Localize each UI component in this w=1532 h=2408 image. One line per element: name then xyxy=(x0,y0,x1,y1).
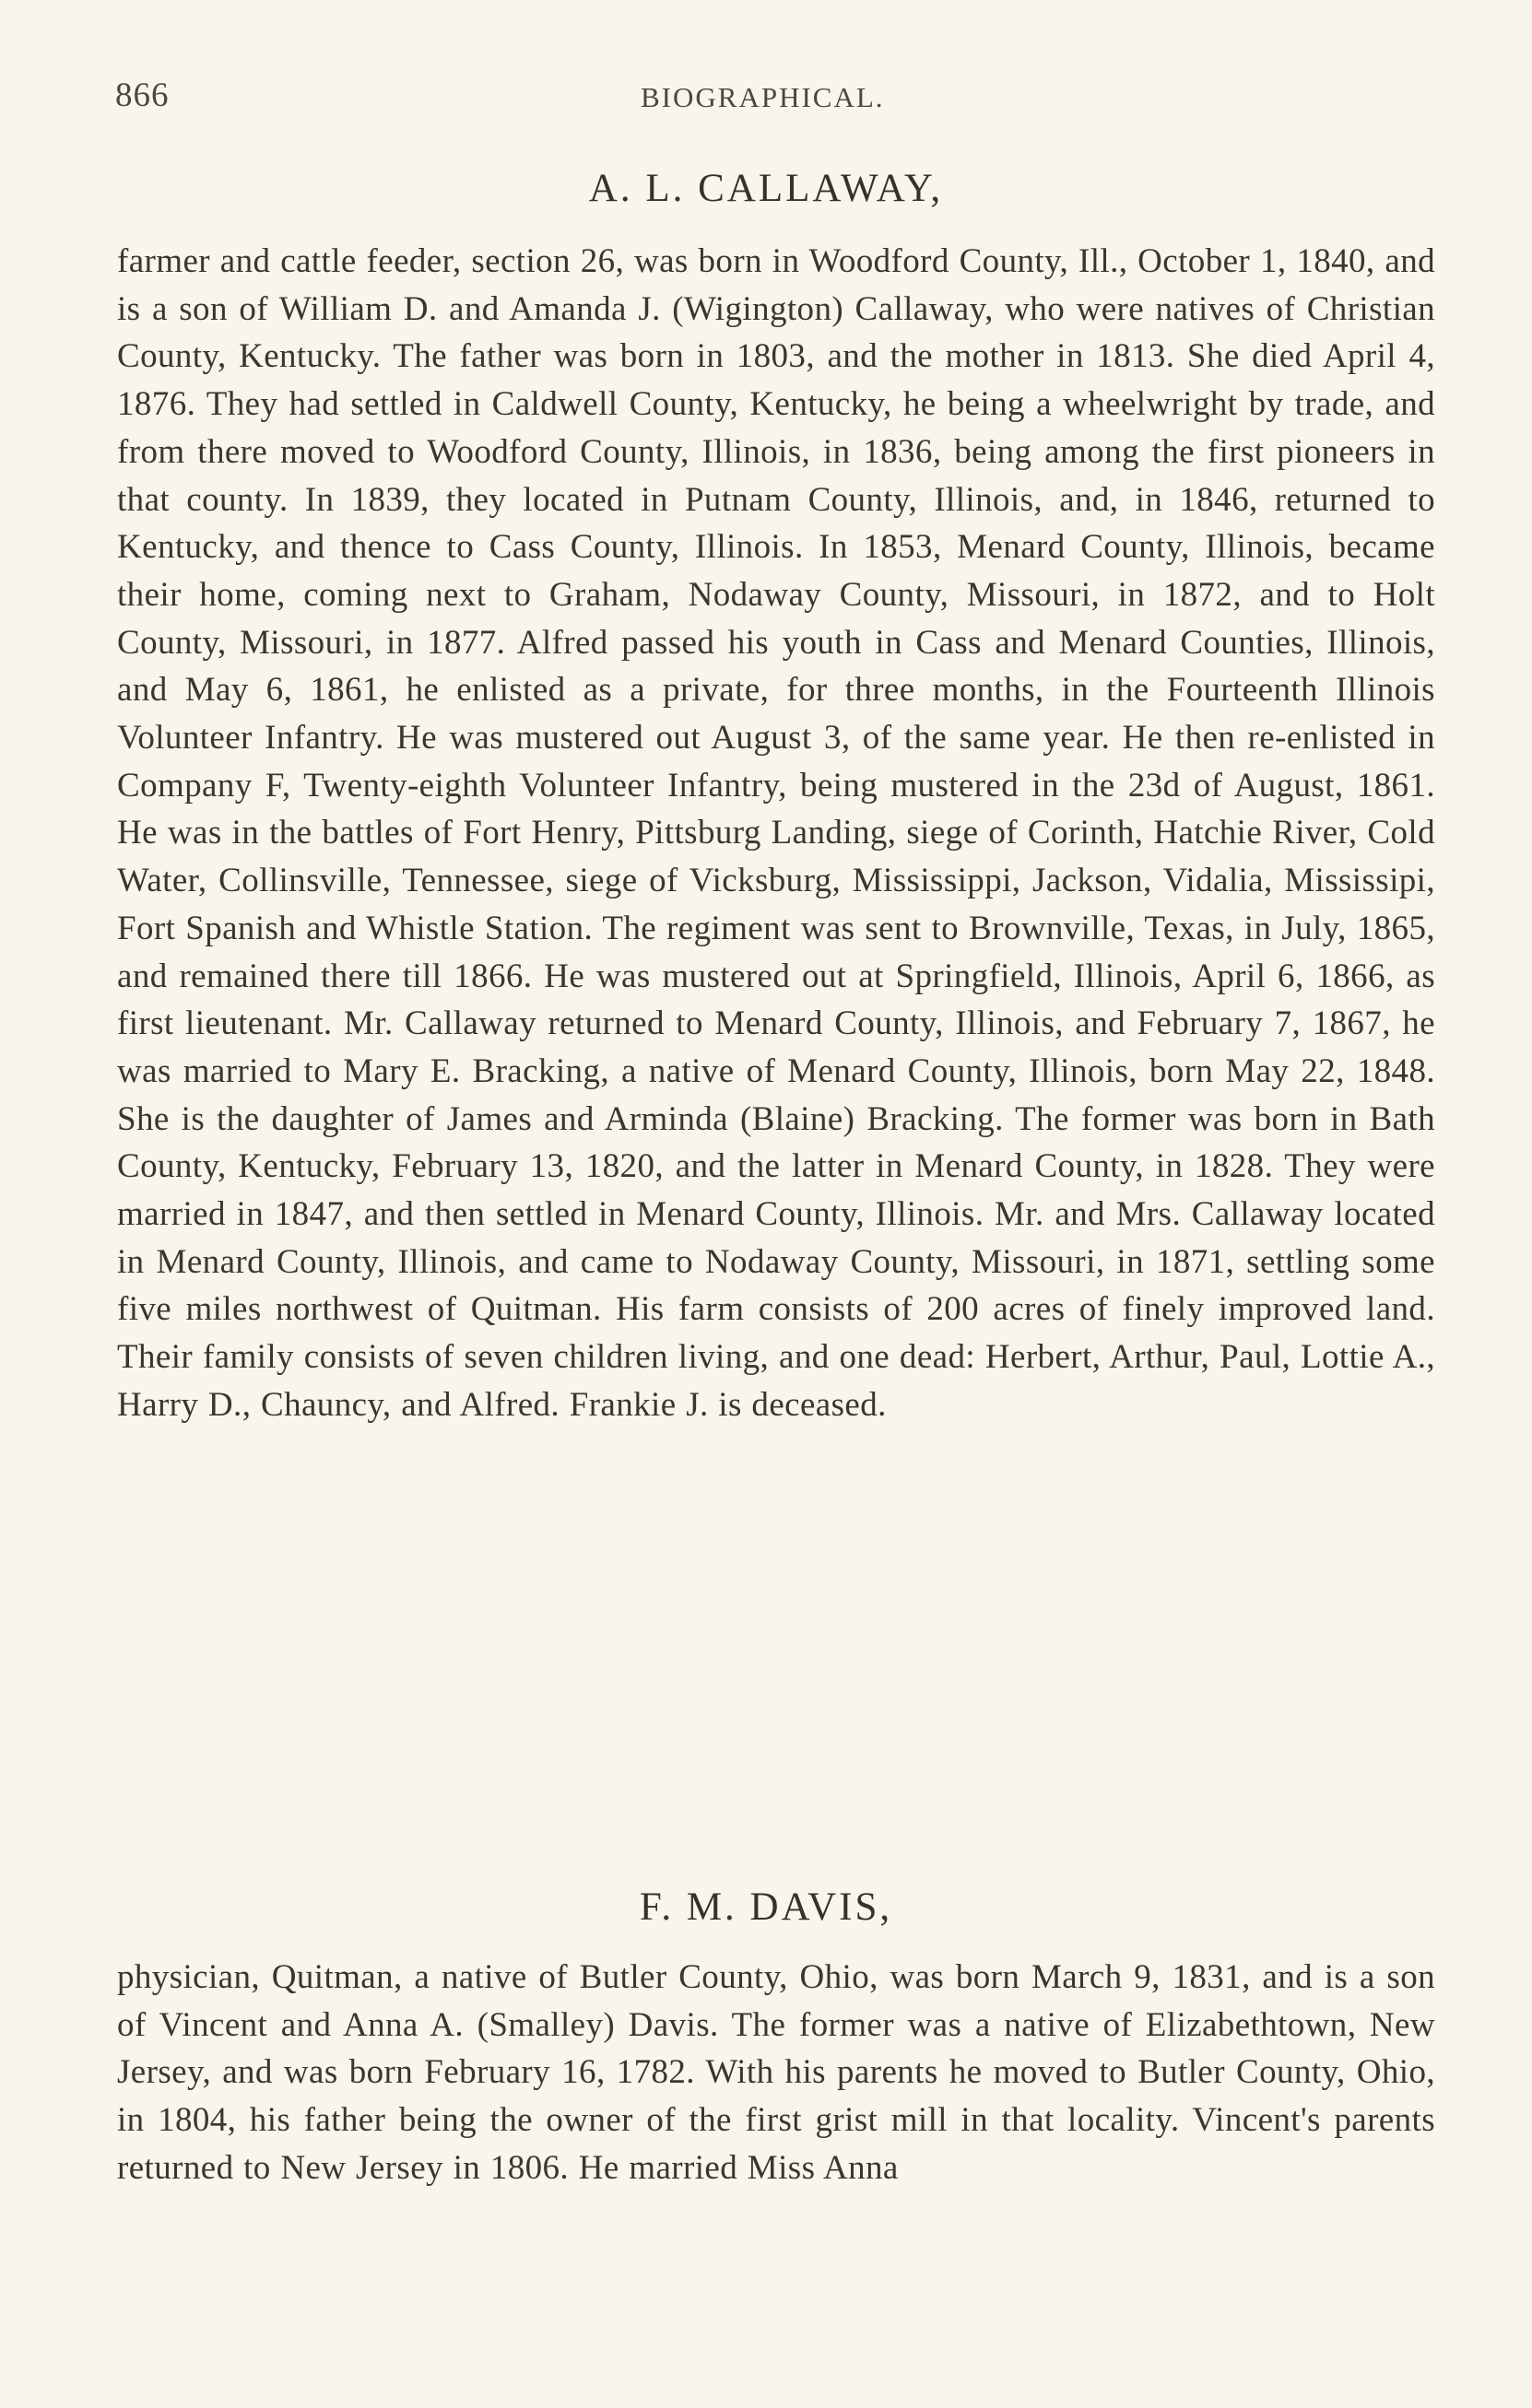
entry-body-callaway: farmer and cattle feeder, section 26, was born in Woodford County, Ill., October 1, 1840, and is a son of William D. and Amanda J. (Wigington) Callaway, who were natives of Christian County, Kentucky. The father was born in 1803, and the mother in 1813. She died April 4, 1876. They had settled in Caldwell County, Kentucky, he being a wheelwright by trade, and from there moved to Woodford County, Illinois, in 1836, being among the first pioneers in that county. In 1839, they located in Putnam County, Illinois, and, in 1846, returned to Kentucky, and thence to Cass County, Illinois. In 1853, Menard County, Illinois, became their home, coming next to Graham, Nodaway County, Missouri, in 1872, and to Holt County, Missouri, in 1877. Alfred passed his youth in Cass and Menard Counties, Illinois, and May 6, 1861, he enlisted as a private, for three months, in the Fourteenth Illinois Volunteer Infantry. He was mustered out August 3, of the same year. He then re-enlisted in Company F, Twenty-eighth Volunteer Infantry, being mustered in the 23d of August, 1861. He was in the battles of Fort Henry, Pittsburg Landing, siege of Corinth, Hatchie River, Cold Water, Collinsville, Tennessee, siege of Vicksburg, Mississippi, Jackson, Vidalia, Mississipi, Fort Spanish and Whistle Station. The regiment was sent to Brownville, Texas, in July, 1865, and remained there till 1866. He was mustered out at Springfield, Illinois, April 6, 1866, as first lieutenant. Mr. Callaway returned to Menard County, Illinois, and February 7, 1867, he was married to Mary E. Bracking, a native of Menard County, Illinois, born May 22, 1848. She is the daughter of James and Arminda (Blaine) Bracking. The former was born in Bath County, Kentucky, February 13, 1820, and the latter in Menard County, in 1828. They were married in 1847, and then settled in Menard County, Illinois. Mr. and Mrs. Callaway located in Menard County, Illinois, and came to Nodaway County, Missouri, in 1871, settling some five miles northwest of Quitman. His farm consists of 200 acres of finely improved land. Their family consists of seven children living, and one dead: Herbert, Arthur, Paul, Lottie A., Harry D., Chauncy, and Alfred. Frankie J. is deceased. xyxy=(117,242,1435,1424)
entry-title-davis: F. M. DAVIS, xyxy=(639,1885,893,1929)
entry-title-callaway: A. L. CALLAWAY, xyxy=(588,167,944,210)
running-head xyxy=(115,76,1435,122)
entry-body-davis: physician, Quitman, a native of Butler County, Ohio, was born March 9, 1831, and is a son of Vincent and Anna A. (Smalley) Davis. The former was a native of Elizabethtown, New Jersey, and was born February 16, 1782. With his parents he moved to Butler County, Ohio, in 1804, his father being the owner of the first grist mill in that locality. Vincent's parents returned to New Jersey in 1806. He married Miss Anna xyxy=(117,1958,1435,2187)
page-number: 866 xyxy=(115,76,170,114)
running-title: BIOGRAPHICAL. xyxy=(641,81,885,113)
